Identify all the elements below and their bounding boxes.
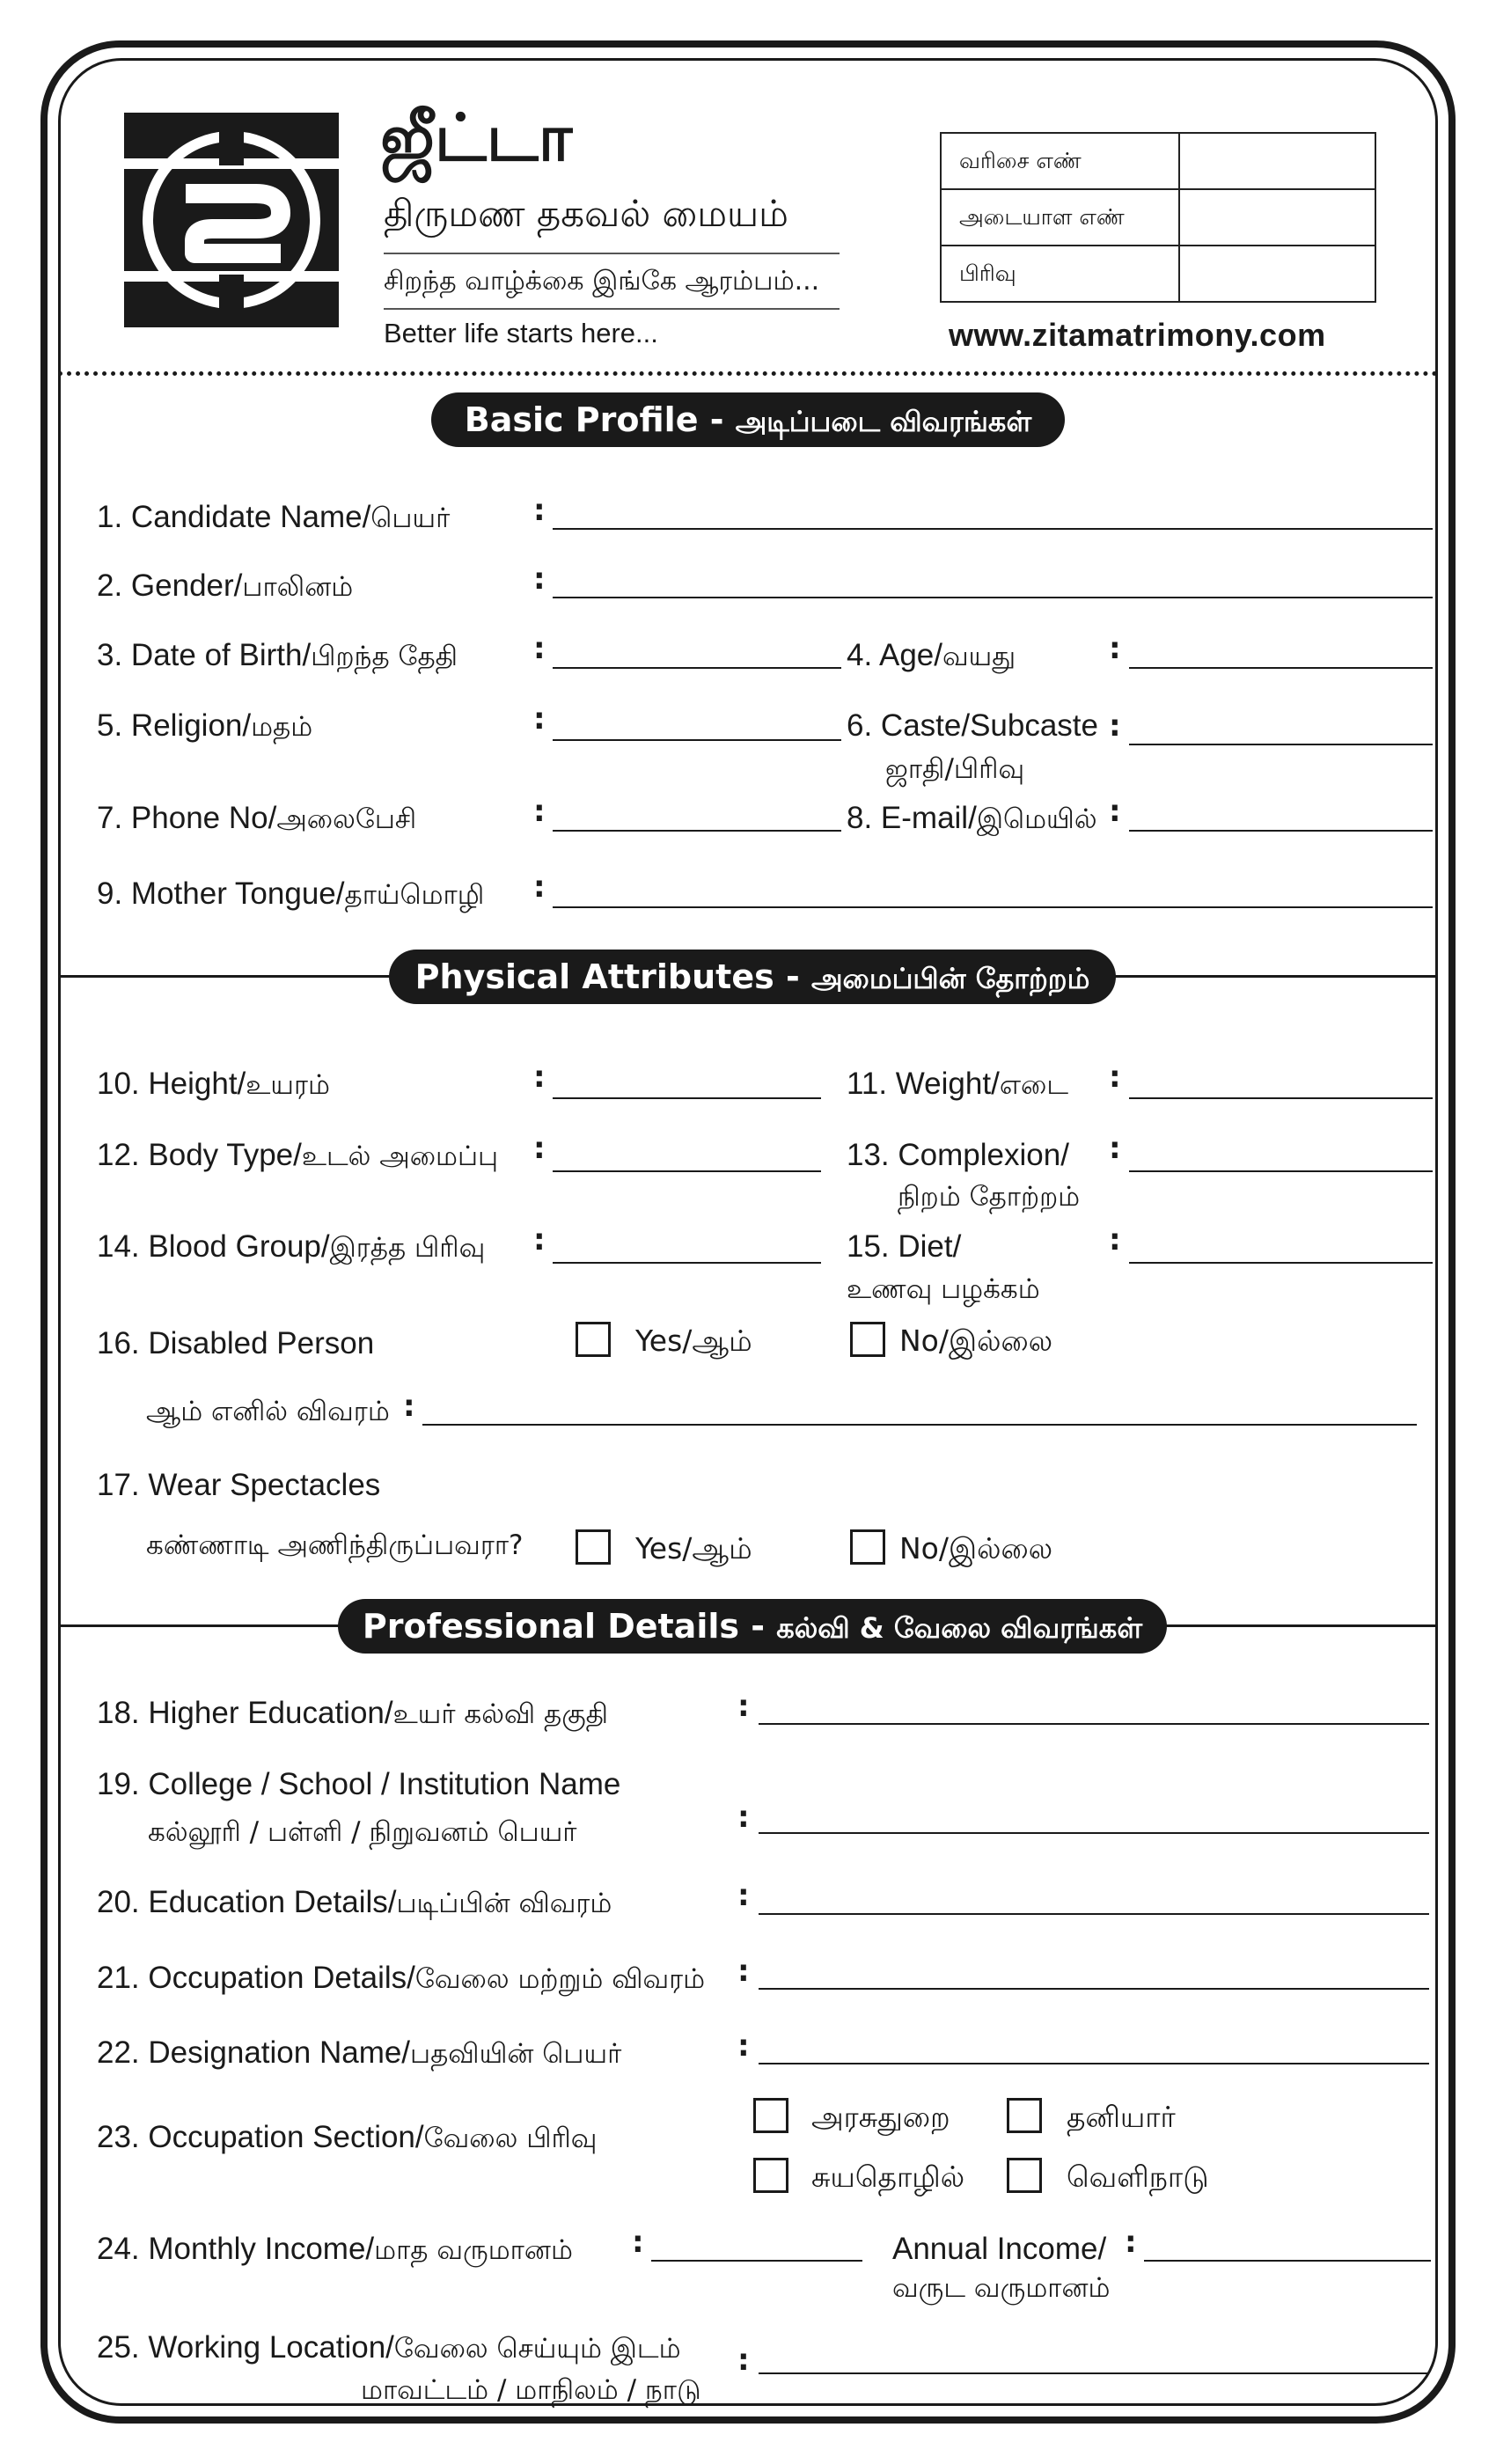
- office-label: வரிசை எண்: [959, 148, 1082, 173]
- label-date-of-birth: 3. Date of Birth/பிறந்த தேதி: [97, 638, 458, 672]
- higher-education-input[interactable]: [759, 1723, 1429, 1725]
- candidate-name-input[interactable]: [553, 528, 1433, 530]
- section-basic-profile: Basic Profile - அடிப்படை விவரங்கள்: [431, 392, 1065, 447]
- label-email: 8. E-mail/இமெயில்: [847, 801, 1097, 835]
- tagline-tamil: சிறந்த வாழ்க்கை இங்கே ஆரம்பம்...: [384, 266, 820, 297]
- label-mother-tongue: 9. Mother Tongue/தாய்மொழி: [97, 876, 485, 911]
- label-disabled-person: 16. Disabled Person: [97, 1326, 375, 1360]
- brand-name: ஜீட்டா: [380, 100, 573, 176]
- mother-tongue-input[interactable]: [553, 906, 1433, 908]
- section-physical-attributes: Physical Attributes - அமைப்பின் தோற்றம்: [389, 950, 1116, 1004]
- label-complexion: 13. Complexion/: [847, 1138, 1069, 1172]
- label-diet: 15. Diet/: [847, 1229, 962, 1264]
- label-designation: 22. Designation Name/பதவியின் பெயர்: [97, 2035, 622, 2070]
- label-working-location-sub: மாவட்டம் / மாநிலம் / நாடு: [361, 2374, 701, 2406]
- phone-input[interactable]: [553, 830, 841, 832]
- label-monthly-income: 24. Monthly Income/மாத வருமானம்: [97, 2232, 573, 2266]
- office-label: அடையாள எண்: [959, 204, 1125, 230]
- designation-input[interactable]: [759, 2063, 1429, 2064]
- age-input[interactable]: [1129, 667, 1433, 669]
- label-occupation-section: 23. Occupation Section/வேலை பிரிவு: [97, 2120, 598, 2154]
- label-wear-spectacles: 17. Wear Spectacles: [97, 1468, 381, 1502]
- label-working-location: 25. Working Location/வேலை செய்யும் இடம்: [97, 2330, 681, 2365]
- label-diet-tamil: உணவு பழக்கம்: [847, 1273, 1040, 1305]
- website-url: www.zitamatrimony.com: [949, 317, 1326, 353]
- office-use-table: [940, 132, 1376, 303]
- tagline-english: Better life starts here...: [384, 318, 658, 348]
- section-professional-details: Professional Details - கல்வி & வேலை விவரங்கள்: [338, 1599, 1167, 1654]
- disabled-no-label: No/இல்லை: [899, 1324, 1053, 1358]
- gender-input[interactable]: [553, 597, 1433, 598]
- brand-subtitle: திருமண தகவல் மையம்: [384, 192, 788, 235]
- occupation-self-employed-label: சுயதொழில்: [811, 2160, 965, 2194]
- tagline-divider: [384, 308, 840, 310]
- spectacles-yes-checkbox[interactable]: [576, 1529, 611, 1565]
- disabled-no-checkbox[interactable]: [850, 1322, 885, 1357]
- caste-input[interactable]: [1129, 744, 1433, 745]
- label-body-type: 12. Body Type/உடல் அமைப்பு: [97, 1138, 499, 1172]
- label-phone: 7. Phone No/அலைபேசி: [97, 801, 417, 835]
- label-complexion-tamil: நிறம் தோற்றம்: [898, 1181, 1081, 1213]
- spectacles-yes-label: Yes/ஆம்: [635, 1531, 752, 1566]
- office-label: பிரிவு: [959, 260, 1016, 286]
- annual-income-input[interactable]: [1144, 2260, 1431, 2262]
- email-input[interactable]: [1129, 830, 1433, 832]
- label-blood-group: 14. Blood Group/இரத்த பிரிவு: [97, 1229, 486, 1264]
- label-wear-spectacles-tamil: கண்ணாடி அணிந்திருப்பவரா?: [146, 1529, 524, 1561]
- disabled-yes-label: Yes/ஆம்: [635, 1324, 752, 1358]
- complexion-input[interactable]: [1129, 1170, 1433, 1172]
- working-location-input[interactable]: [759, 2372, 1429, 2374]
- label-annual-income: Annual Income/: [892, 2232, 1107, 2266]
- disabled-details-input[interactable]: [422, 1424, 1417, 1426]
- office-row: [942, 246, 1375, 303]
- occupation-government-label: அரசுதுறை: [811, 2100, 950, 2134]
- label-higher-education: 18. Higher Education/உயர் கல்வி தகுதி: [97, 1696, 609, 1730]
- label-occupation-details: 21. Occupation Details/வேலை மற்றும் விவரம்: [97, 1961, 706, 1995]
- label-religion: 5. Religion/மதம்: [97, 708, 313, 743]
- label-institution-name: 19. College / School / Institution Name: [97, 1767, 621, 1801]
- height-input[interactable]: [553, 1097, 821, 1099]
- institution-name-input[interactable]: [759, 1832, 1429, 1834]
- label-weight: 11. Weight/எடை: [847, 1067, 1069, 1101]
- label-height: 10. Height/உயரம்: [97, 1067, 330, 1101]
- label-caste-tamil: ஜாதி/பிரிவு: [885, 753, 1025, 785]
- label-candidate-name: 1. Candidate Name/பெயர்: [97, 500, 451, 534]
- office-row: [942, 190, 1375, 246]
- spectacles-no-checkbox[interactable]: [850, 1529, 885, 1565]
- date-of-birth-input[interactable]: [553, 667, 841, 669]
- weight-input[interactable]: [1129, 1097, 1433, 1099]
- office-row: [942, 134, 1375, 190]
- occupation-government-checkbox[interactable]: [753, 2098, 788, 2133]
- spectacles-no-label: No/இல்லை: [899, 1531, 1053, 1566]
- occupation-private-label: தனியார்: [1067, 2100, 1176, 2134]
- occupation-private-checkbox[interactable]: [1007, 2098, 1042, 2133]
- monthly-income-input[interactable]: [651, 2260, 862, 2262]
- label-disabled-details: ஆம் எனில் விவரம்: [146, 1396, 390, 1427]
- education-details-input[interactable]: [759, 1913, 1429, 1915]
- label-age: 4. Age/வயது: [847, 638, 1016, 672]
- occupation-abroad-checkbox[interactable]: [1007, 2158, 1042, 2193]
- label-education-details: 20. Education Details/படிப்பின் விவரம்: [97, 1885, 612, 1919]
- label-gender: 2. Gender/பாலினம்: [97, 568, 354, 603]
- disabled-yes-checkbox[interactable]: [576, 1322, 611, 1357]
- zita-logo: [124, 113, 339, 327]
- occupation-self-employed-checkbox[interactable]: [753, 2158, 788, 2193]
- label-annual-income-tamil: வருட வருமானம்: [892, 2272, 1111, 2304]
- blood-group-input[interactable]: [553, 1262, 821, 1264]
- occupation-details-input[interactable]: [759, 1988, 1429, 1990]
- label-caste: 6. Caste/Subcaste: [847, 708, 1098, 743]
- body-type-input[interactable]: [553, 1170, 821, 1172]
- occupation-abroad-label: வெளிநாடு: [1067, 2160, 1209, 2194]
- diet-input[interactable]: [1129, 1262, 1433, 1264]
- religion-input[interactable]: [553, 739, 841, 741]
- label-institution-tamil: கல்லூரி / பள்ளி / நிறுவனம் பெயர்: [148, 1816, 577, 1848]
- header-dotted-divider: [58, 371, 1438, 376]
- brand-divider: [384, 253, 840, 254]
